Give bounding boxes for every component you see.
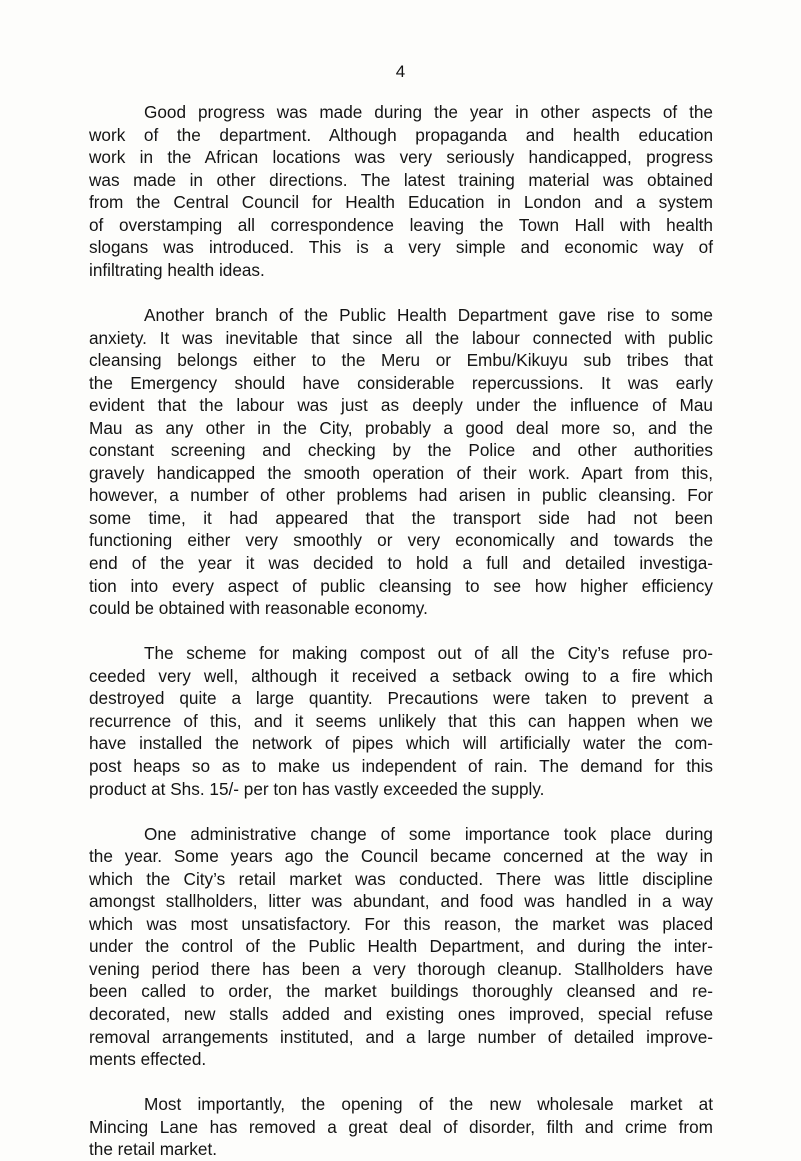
text-line: tion into every aspect of public cleansing to see how higher efficiency: [89, 575, 713, 596]
paragraph-1: [89, 101, 713, 281]
page-number: 4: [395, 62, 406, 81]
text-line: which was most unsatisfactory. For this reason, the market was placed: [89, 913, 713, 934]
text-line: was made in other directions. The latest training material was obtained: [89, 169, 713, 190]
text-line: One administrative change of some importance took place during: [144, 823, 713, 844]
text-line: Another branch of the Public Health Department gave rise to some: [144, 304, 713, 325]
text-line: the retail market.: [89, 1139, 217, 1160]
text-line: gravely handicapped the smooth operation of their work. Apart from this,: [89, 462, 713, 483]
text-line: removal arrangements instituted, and a large number of detailed improve-: [89, 1026, 713, 1047]
text-line: could be obtained with reasonable economy.: [89, 598, 428, 619]
paragraph-3: [89, 642, 713, 800]
text-line: Mincing Lane has removed a great deal of disorder, filth and crime from: [89, 1116, 713, 1137]
text-line: have installed the network of pipes which will artificially water the com-: [89, 733, 713, 754]
text-line: been called to order, the market buildings thoroughly cleansed and re-: [89, 981, 713, 1002]
text-line: work in the African locations was very seriously handicapped, progress: [89, 147, 713, 168]
text-line: post heaps so as to make us independent of rain. The demand for this: [89, 755, 713, 776]
text-line: of overstamping all correspondence leaving the Town Hall with health: [89, 214, 713, 235]
paragraph-2: [89, 304, 713, 620]
text-line: slogans was introduced. This is a very simple and economic way of: [89, 237, 713, 258]
text-line: the Emergency should have considerable repercussions. It was early: [89, 372, 713, 393]
text-line: anxiety. It was inevitable that since all the labour connected with public: [89, 327, 713, 348]
text-line: functioning either very smoothly or very economically and towards the: [89, 530, 713, 551]
text-line: product at Shs. 15/- per ton has vastly exceeded the supply.: [89, 778, 545, 799]
text-line: ments effected.: [89, 1049, 207, 1070]
text-line: evident that the labour was just as deeply under the influence of Mau: [89, 395, 713, 416]
text-line: cleansing belongs either to the Meru or Embu/Kikuyu sub tribes that: [89, 350, 713, 371]
text-line: which the City’s retail market was conducted. There was little discipline: [89, 868, 713, 889]
text-line: under the control of the Public Health Department, and during the inter-: [89, 936, 713, 957]
text-line: constant screening and checking by the Police and other authorities: [89, 440, 713, 461]
text-line: Good progress was made during the year in other aspects of the: [144, 102, 713, 122]
text-line: work of the department. Although propaganda and health education: [89, 124, 713, 145]
text-line: infiltrating health ideas.: [89, 259, 265, 280]
paragraph-5: [89, 1093, 713, 1161]
text-line: Mau as any other in the City, probably a good deal more so, and the: [89, 417, 713, 438]
text-line: The scheme for making compost out of all the City’s refuse pro-: [144, 643, 713, 664]
text-line: decorated, new stalls added and existing ones improved, special refuse: [89, 1004, 713, 1025]
text-line: from the Central Council for Health Education in London and a system: [89, 192, 713, 213]
text-line: recurrence of this, and it seems unlikely that this can happen when we: [89, 710, 713, 731]
text-line: end of the year it was decided to hold a full and detailed investiga-: [89, 552, 713, 573]
text-line: ceeded very well, although it received a setback owing to a fire which: [89, 665, 713, 686]
paragraph-4: [89, 823, 713, 1071]
text-line: some time, it had appeared that the transport side had not been: [89, 507, 713, 528]
text-line: destroyed quite a large quantity. Precautions were taken to prevent a: [89, 688, 713, 709]
text-line: amongst stallholders, litter was abundant, and food was handled in a way: [89, 891, 713, 912]
body-text: [89, 101, 713, 1161]
text-line: however, a number of other problems had arisen in public cleansing. For: [89, 485, 713, 506]
text-line: the year. Some years ago the Council became concerned at the way in: [89, 846, 713, 867]
text-line: vening period there has been a very thorough cleanup. Stallholders have: [89, 958, 713, 979]
text-line: Most importantly, the opening of the new wholesale market at: [144, 1094, 713, 1115]
